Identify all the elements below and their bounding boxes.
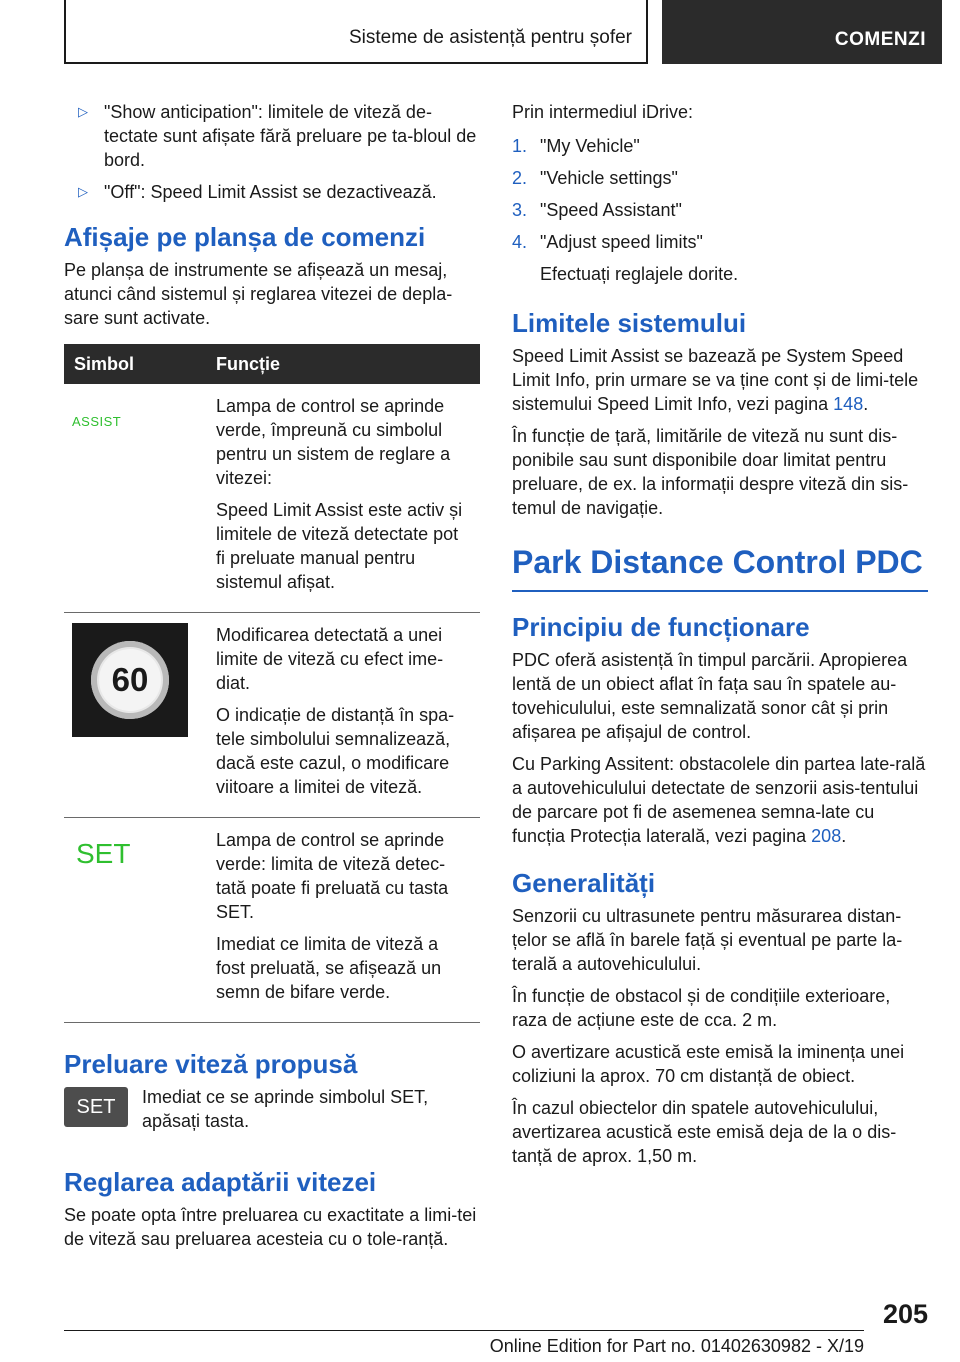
symbol-cell [64, 818, 206, 1023]
function-text: Imediat ce limita de viteză a fost preluată, se afișează un semn de bifare verde. [216, 934, 442, 1002]
left-column [64, 100, 480, 1259]
speed-limit-value: 60 [99, 649, 161, 711]
symbol-cell [64, 384, 206, 613]
step-text: "Speed Assistant" [540, 200, 682, 220]
idrive-intro: Prin intermediul iDrive: [512, 102, 694, 122]
step-number: 1. [512, 136, 528, 156]
list-item [512, 134, 928, 158]
heading-reglare: Reglarea adaptării vitezei [64, 1167, 377, 1197]
idrive-steps [512, 134, 928, 254]
right-column [512, 100, 928, 1176]
footer-divider [64, 1330, 864, 1331]
heading-pdc: Park Distance Control PDC [512, 542, 928, 592]
generalitati-paragraph: În cazul obiectelor din spatele autovehiculului, avertizarea acustică este emisă deja de la o dis-tanță de aprox. 1,50 m. [512, 1098, 897, 1166]
bullet-text: "Show anticipation": limitele de viteză de-tectate sunt afișate fără preluare pe ta-bloul de bord. [104, 102, 477, 170]
header-chapter-title: COMENZI [834, 29, 926, 50]
generalitati-paragraph: O avertizare acustică este emisă la iminența unei coliziuni la aprox. 70 cm distanță de obiect. [512, 1042, 905, 1086]
page-number: 205 [882, 1299, 928, 1329]
triangle-bullet-icon: ▷ [78, 104, 88, 119]
table-row [64, 384, 480, 613]
triangle-bullet-icon: ▷ [78, 184, 88, 199]
column-header-symbol: Simbol [64, 344, 206, 384]
heading-limite: Limitele sistemului [512, 308, 747, 338]
function-cell [206, 384, 480, 613]
bullet-text: "Off": Speed Limit Assist se dezactivează. [104, 182, 437, 202]
function-text: Modificarea detectată a unei limite de viteză cu efect ime-diat. [216, 625, 444, 693]
preluare-block [64, 1085, 480, 1141]
bullet-item [64, 180, 480, 204]
speed-limit-sign-icon [72, 623, 188, 737]
table-header [64, 344, 480, 384]
function-text: O indicație de distanță în spa-tele simbolului semnalizează, dacă este cazul, o modificare viitoare a limitei de viteză. [216, 705, 455, 797]
step-text: "Vehicle settings" [540, 168, 678, 188]
step-number: 2. [512, 168, 528, 188]
list-item [512, 230, 928, 254]
set-button-icon: SET [64, 1087, 128, 1127]
function-text: Lampa de control se aprinde verde, împreună cu simbolul pentru un sistem de reglare a vitezei: [216, 396, 451, 488]
edition-text: Online Edition for Part no. 01402630982 - X/19 [489, 1336, 864, 1356]
footer [0, 1334, 960, 1358]
heading-generalitati: Generalități [512, 868, 656, 898]
step-text: "My Vehicle" [540, 136, 640, 156]
header-chapter [662, 0, 942, 64]
limite-paragraph: În funcție de țară, limitările de viteză nu sunt dis-ponibile sau sunt disponibile doar limitat pentru preluare, de ex. la informații despre viteză din sis-temul de navigație. [512, 426, 909, 518]
table-row [64, 613, 480, 818]
function-text: Speed Limit Assist este activ și limitele de viteză detectate pot fi preluate manual pentru sistemul afișat. [216, 500, 463, 592]
list-item [512, 166, 928, 190]
header-section [64, 0, 648, 64]
column-header-function: Funcție [206, 344, 480, 384]
step-number: 3. [512, 200, 528, 220]
function-cell [206, 818, 480, 1023]
heading-display: Afișaje pe planșa de comenzi [64, 222, 426, 252]
generalitati-paragraph: Senzorii cu ultrasunete pentru măsurarea distan-țelor se află în barele față și eventual pe parte la-terală a autovehiculului. [512, 906, 903, 974]
header-section-title: Sisteme de asistență pentru șofer [348, 27, 632, 48]
table-row [64, 818, 480, 1023]
bullet-item [64, 100, 480, 172]
generalitati-paragraph: În funcție de obstacol și de condițiile exterioare, raza de acțiune este de cca. 2 m. [512, 986, 891, 1030]
step-text: "Adjust speed limits" [540, 232, 703, 252]
set-indicator-icon: SET [76, 838, 131, 869]
symbol-cell [64, 613, 206, 818]
principiu-paragraph: Cu Parking Assitent: obstacolele din partea late-rală a autovehiculului detectate de senzorii asis-tentului de parcare pot fi de asemenea semna-late cu funcția Protecția laterală, vezi pagina 208. [512, 754, 926, 846]
preluare-text: Imediat ce se aprinde simbolul SET, apăsați tasta. [142, 1087, 429, 1131]
page-link-208[interactable]: 208 [811, 826, 842, 846]
list-item [512, 198, 928, 222]
heading-principiu: Principiu de funcționare [512, 612, 810, 642]
assist-icon: ASSIST [72, 414, 122, 429]
limite-paragraph: Speed Limit Assist se bazează pe System Speed Limit Info, prin urmare se va ține cont și de limi-tele sistemului Speed Limit Info, vezi pagina 148. [512, 346, 919, 414]
function-cell [206, 613, 480, 818]
reglare-text: Se poate opta între preluarea cu exactitate a limi-tei de viteză sau preluarea acesteia cu o tole-ranță. [64, 1205, 477, 1249]
display-paragraph: Pe planșa de instrumente se afișează un mesaj, atunci când sistemul și reglarea vitezei de depla-sare sunt activate. [64, 260, 453, 328]
step-number: 4. [512, 232, 528, 252]
symbol-table [64, 344, 480, 1023]
step-note: Efectuați reglajele dorite. [540, 264, 739, 284]
principiu-paragraph: PDC oferă asistență în timpul parcării. Apropierea lentă de un obiect aflat în fața sau în spatele au-tovehiculului, este semnalizată sonor cât și prin afișarea pe afișajul de control. [512, 650, 908, 742]
heading-preluare: Preluare viteză propusă [64, 1049, 358, 1079]
page-link-148[interactable]: 148 [833, 394, 864, 414]
function-text: Lampa de control se aprinde verde: limita de viteză detec-tată poate fi preluată cu tasta SET. [216, 830, 449, 922]
